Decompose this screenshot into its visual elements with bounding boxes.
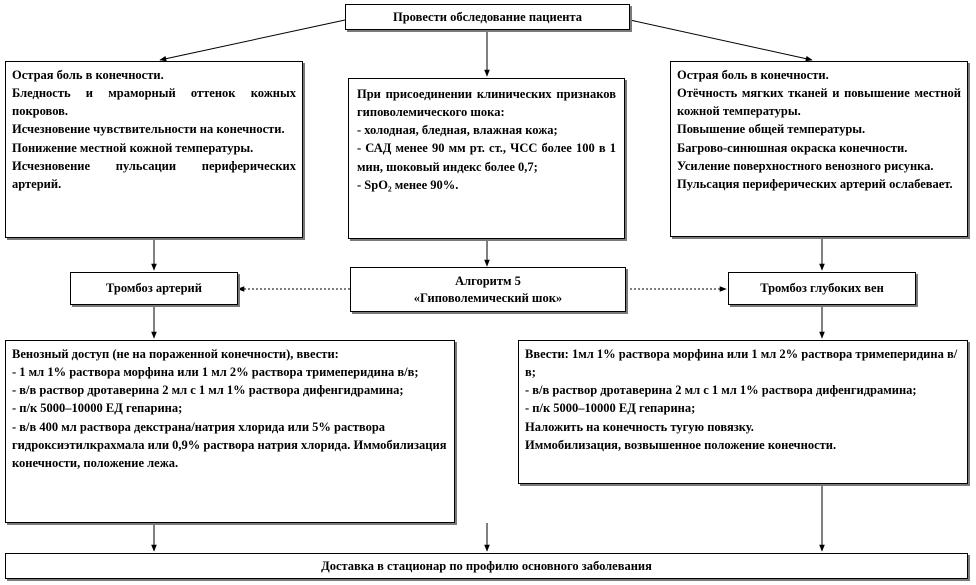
left-treatment-1: Венозный доступ (не на пораженной конечности), ввести:	[12, 347, 339, 361]
arterial-thrombosis-box	[70, 272, 238, 305]
left-treatment-box	[5, 340, 455, 523]
algorithm-line-2: «Гиповолемический шок»	[413, 290, 563, 305]
right-symptom-3: Повышение общей температуры.	[677, 122, 866, 137]
center-symptom-3: - САД менее 90 мм рт. ст., ЧСС более 100 в 1 мин, шоковый индекс более 0,7;	[357, 141, 616, 174]
left-treatment-3: - в/в раствор дротаверина 2 мл с 1 мл 1% раствора дифенгидрамина;	[12, 383, 404, 398]
left-symptom-4: Понижение местной кожной температуры.	[12, 140, 254, 155]
right-treatment-5: Иммобилизация, возвышенное положение конечности.	[525, 437, 837, 452]
arrow-top-to-left	[160, 20, 345, 60]
algorithm-box	[350, 267, 626, 312]
left-treatment-4: - п/к 5000–10000 ЕД гепарина;	[12, 401, 183, 416]
right-treatment-box	[518, 340, 968, 484]
arterial-thrombosis-label: Тромбоз артерий	[106, 281, 202, 296]
right-symptoms-box	[670, 61, 968, 237]
right-symptom-2: Отёчность мягких тканей и повышение местной кожной температуры.	[677, 86, 961, 119]
top-box	[345, 4, 630, 30]
center-symptoms-box	[348, 78, 625, 239]
right-treatment-3: - п/к 5000–10000 ЕД гепарина;	[525, 401, 696, 416]
center-symptom-2: - холодная, бледная, влажная кожа;	[357, 123, 558, 138]
right-treatment-1: Ввести: 1мл 1% раствора морфина или 1 мл 2% раствора тримеперидина в/в;	[525, 347, 958, 380]
right-treatment-4: Наложить на конечность тугую повязку.	[525, 419, 754, 434]
right-treatment-2: - в/в раствор дротаверина 2 мл с 1 мл 1% раствора дифенгидрамина;	[525, 383, 917, 398]
bottom-box-text: Доставка в стационар по профилю основного заболевания	[321, 558, 652, 573]
top-box-text: Провести обследование пациента	[392, 9, 582, 24]
center-symptom-1: При присоединении клинических признаков гиповолемического шока:	[357, 87, 616, 120]
right-symptom-6: Пульсация периферических артерий ослабевает.	[677, 176, 953, 191]
center-symptom-4: - SpO₂ менее 90%.	[357, 177, 459, 192]
left-symptom-5: Исчезновение пульсации периферических артерий.	[12, 158, 296, 191]
bottom-box	[5, 553, 968, 579]
right-symptom-5: Усиление поверхностного венозного рисунка.	[677, 158, 934, 173]
left-symptom-2: Бледность и мраморный оттенок кожных покровов.	[12, 86, 296, 119]
venous-thrombosis-label: Тромбоз глубоких вен	[760, 281, 884, 296]
right-symptom-4: Багрово-синюшная окраска конечности.	[677, 140, 908, 155]
left-treatment-2: - 1 мл 1% раствора морфина или 1 мл 2% раствора тримеперидина в/в;	[12, 365, 419, 380]
left-treatment-5: - в/в 400 мл раствора декстрана/натрия хлорида или 5% раствора гидроксиэтилкрахмала или 0,9% раствора натрия хлорида. Иммобилизация конечности, положение лежа.	[12, 419, 447, 470]
left-symptom-1: Острая боль в конечности.	[12, 68, 164, 82]
right-symptom-1: Острая боль в конечности.	[677, 68, 829, 82]
algorithm-line-1: Алгоритм 5	[455, 273, 521, 288]
left-symptoms-box	[5, 61, 303, 238]
left-symptom-3: Исчезновение чувствительности на конечности.	[12, 122, 285, 137]
arrow-top-to-right	[630, 20, 812, 60]
venous-thrombosis-box	[728, 272, 916, 305]
